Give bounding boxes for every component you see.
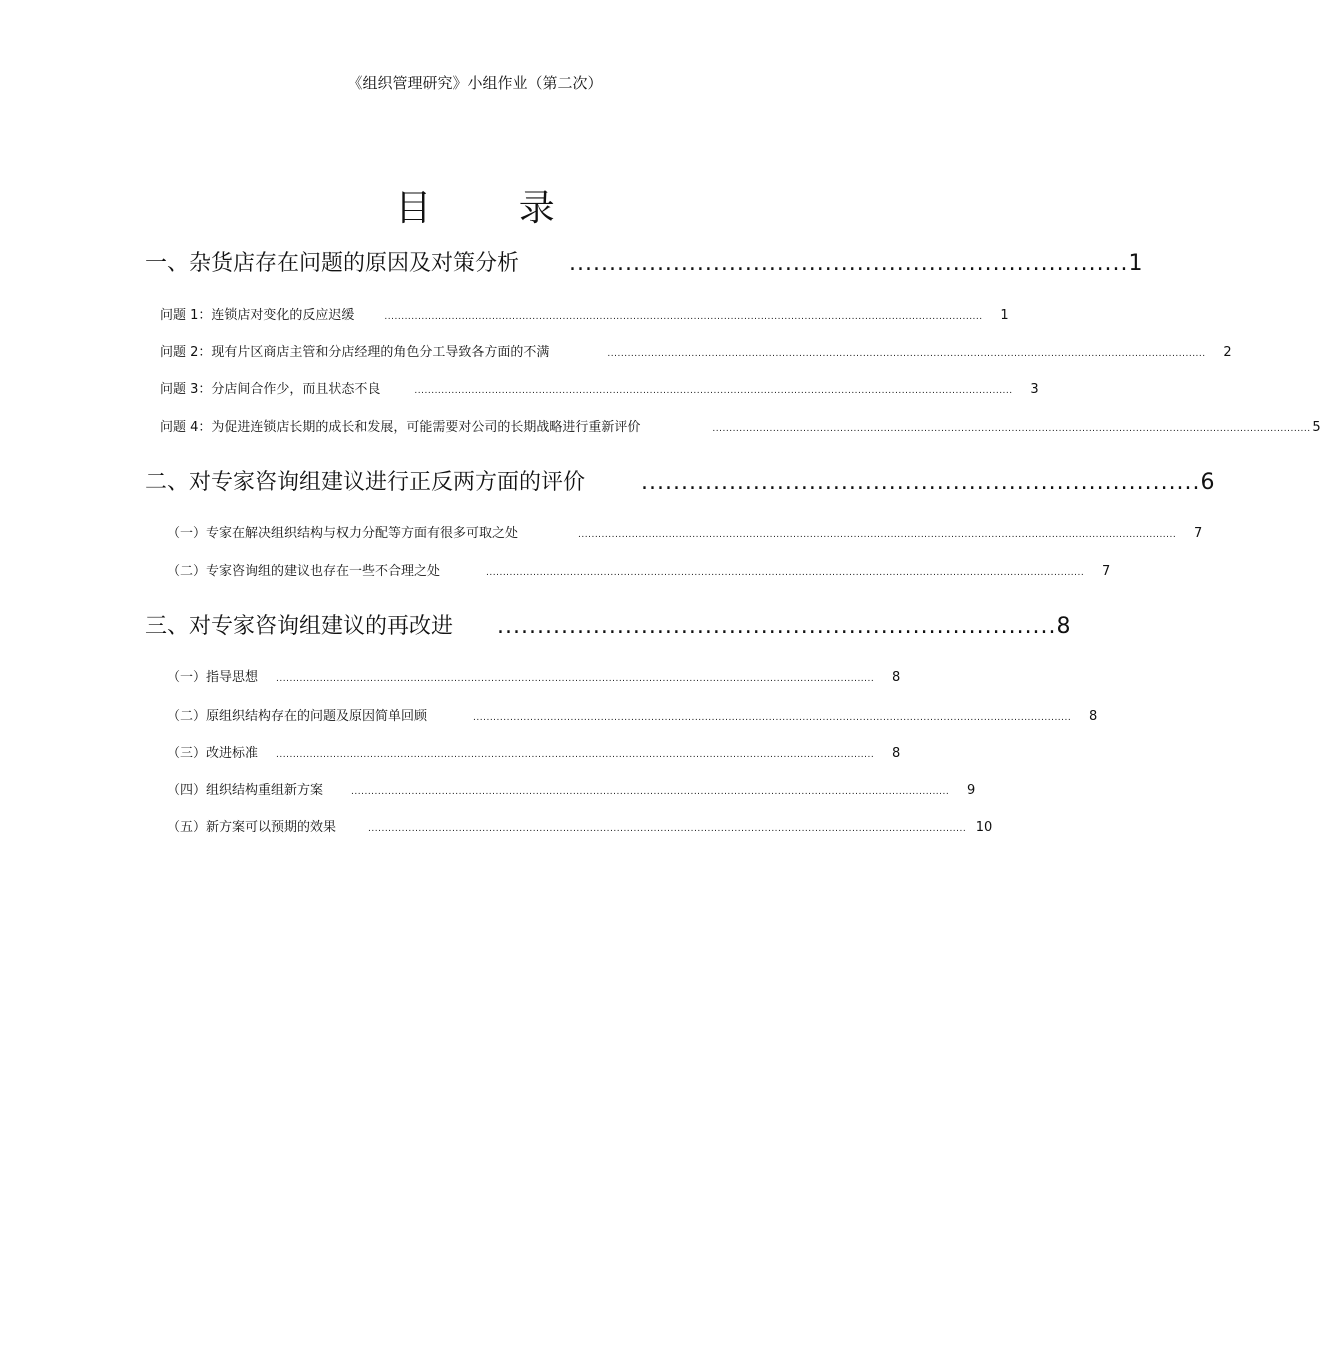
toc-entry-page: 8	[891, 670, 901, 685]
toc-entry-text: （二）专家咨询组的建议也存在一些不合理之处	[167, 564, 441, 579]
toc-leader-dots: ..................................................................................................................................................................................	[473, 713, 1072, 723]
toc-entry-text: （一）指导思想	[167, 670, 259, 685]
toc-entry-page: 8	[891, 746, 901, 761]
toc-leader-dots: ......................................................................	[497, 614, 1057, 639]
toc-entry-item[interactable]	[160, 341, 1232, 361]
toc-entry-page: 6	[1200, 470, 1215, 495]
toc-entry-text: 一、杂货店存在问题的原因及对策分析	[145, 251, 520, 276]
toc-leader-dots: ..................................................................................................................................................................................	[414, 386, 1013, 396]
toc-leader-dots: ..................................................................................................................................................................................	[276, 674, 875, 684]
toc-entry-item[interactable]	[167, 705, 1098, 725]
toc-entry-item[interactable]	[167, 666, 901, 686]
toc-leader-dots: ..................................................................................................................................................................................	[607, 349, 1206, 359]
toc-entry-page: 5	[1312, 420, 1321, 435]
toc-entry-page: 3	[1030, 382, 1039, 397]
toc-entry-item[interactable]	[160, 304, 1009, 324]
toc-entry-text: （二）原组织结构存在的问题及原因简单回顾	[167, 709, 428, 724]
toc-entry-text: 问题 3：分店间合作少，而且状态不良	[160, 382, 381, 397]
toc-entry-item[interactable]	[160, 416, 1321, 436]
toc-entry-page: 1	[1000, 308, 1009, 323]
toc-leader-dots: ..................................................................................................................................................................................	[351, 787, 950, 797]
toc-entry-text: 问题 4：为促进连锁店长期的成长和发展，可能需要对公司的长期战略进行重新评价	[160, 420, 641, 435]
toc-entry-page: 7	[1193, 526, 1203, 541]
toc-leader-dots: ..................................................................................................................................................................................	[368, 824, 967, 834]
toc-entry-item[interactable]	[167, 560, 1111, 580]
toc-entry-text: 问题 1：连锁店对变化的反应迟缓	[160, 308, 355, 323]
toc-leader-dots: ..................................................................................................................................................................................	[578, 530, 1177, 540]
toc-entry-page: 8	[1056, 614, 1071, 639]
toc-entry-page: 8	[1088, 709, 1098, 724]
toc-entry-item[interactable]	[160, 378, 1039, 398]
toc-entry-text: 三、对专家咨询组建议的再改进	[145, 614, 454, 639]
toc-entry-page: 9	[966, 783, 976, 798]
toc-leader-dots: ......................................................................	[569, 251, 1129, 276]
toc-entry-text: （一）专家在解决组织结构与权力分配等方面有很多可取之处	[167, 526, 519, 541]
toc-entry-text: （四）组织结构重组新方案	[167, 783, 324, 798]
toc-entry-page: 7	[1101, 564, 1111, 579]
toc-entry-text: 二、对专家咨询组建议进行正反两方面的评价	[145, 470, 586, 495]
toc-entry-section-2[interactable]	[145, 465, 1215, 495]
toc-leader-dots: ......................................................................	[641, 470, 1201, 495]
toc-entry-section-1[interactable]	[145, 246, 1143, 276]
toc-entry-text: （五）新方案可以预期的效果	[167, 820, 337, 835]
toc-entry-text: 问题 2：现有片区商店主管和分店经理的角色分工导致各方面的不满	[160, 345, 550, 360]
toc-entry-item[interactable]	[167, 522, 1203, 542]
toc-leader-dots: ..................................................................................................................................................................................	[276, 750, 875, 760]
toc-leader-dots: ..................................................................................................................................................................................	[486, 568, 1085, 578]
toc-title: 目 录	[395, 188, 593, 229]
toc-entry-item[interactable]	[167, 816, 993, 836]
document-header: 《组织管理研究》小组作业（第二次）	[347, 74, 603, 92]
toc-entry-page: 10	[975, 820, 993, 835]
toc-entry-page: 1	[1128, 251, 1143, 276]
toc-entry-section-3[interactable]	[145, 609, 1071, 639]
toc-entry-item[interactable]	[167, 742, 901, 762]
toc-leader-dots: ..................................................................................................................................................................................	[384, 312, 983, 322]
toc-entry-text: （三）改进标准	[167, 746, 259, 761]
toc-entry-page: 2	[1223, 345, 1232, 360]
toc-entry-item[interactable]	[167, 779, 976, 799]
toc-leader-dots: ..................................................................................................................................................................................	[712, 424, 1311, 434]
